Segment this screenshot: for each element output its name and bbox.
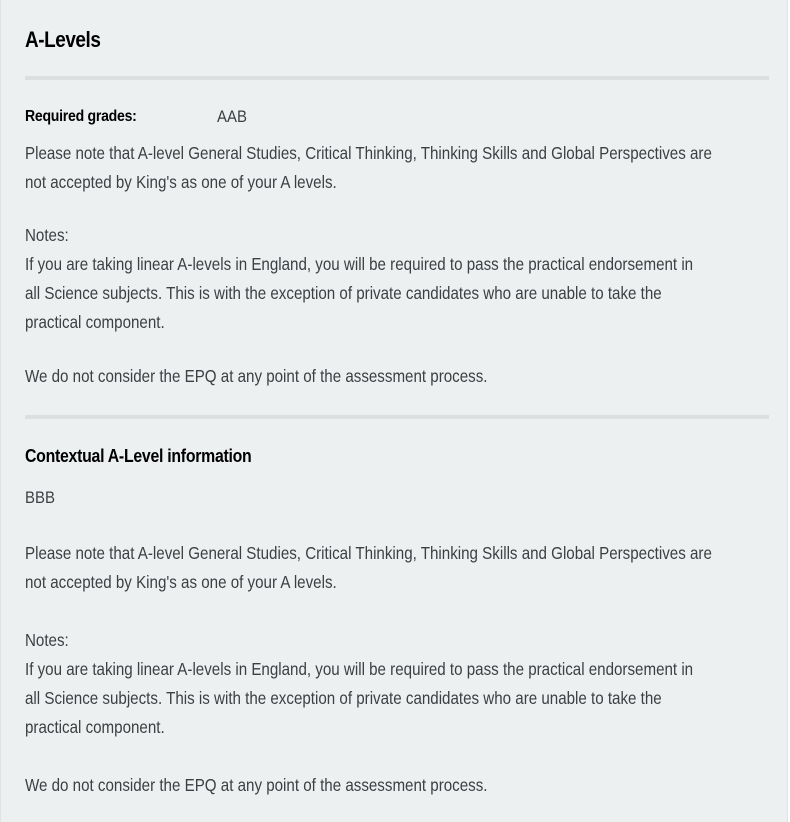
contextual-excluded-subjects-note	[25, 539, 769, 597]
note-line: not accepted by King's as one of your A levels.	[25, 172, 337, 192]
required-grades-label: Required grades:	[25, 108, 137, 125]
excluded-subjects-note	[25, 139, 769, 197]
section-title: A-Levels	[25, 27, 101, 52]
practical-endorsement-notes	[25, 221, 769, 337]
required-grades-row	[25, 105, 767, 129]
contextual-title: Contextual A-Level information	[25, 446, 252, 466]
section-divider	[25, 76, 769, 80]
epq-note: We do not consider the EPQ at any point of the assessment process.	[25, 366, 488, 386]
note-line: Please note that A-level General Studies, Critical Thinking, Thinking Skills and Global Perspectives are	[25, 543, 712, 563]
contextual-epq-note: We do not consider the EPQ at any point of the assessment process.	[25, 775, 488, 795]
notes-line: all Science subjects. This is with the exception of private candidates who are unable to take the	[25, 688, 662, 708]
notes-heading: Notes:	[25, 630, 69, 650]
contextual-divider	[25, 415, 769, 419]
notes-line: If you are taking linear A-levels in England, you will be required to pass the practical endorsement in	[25, 659, 694, 679]
notes-line: practical component.	[25, 312, 165, 332]
note-line: Please note that A-level General Studies, Critical Thinking, Thinking Skills and Global Perspectives are	[25, 143, 712, 163]
notes-line: practical component.	[25, 717, 165, 737]
note-line: not accepted by King's as one of your A levels.	[25, 572, 337, 592]
required-grades-value: AAB	[217, 107, 247, 126]
notes-line: all Science subjects. This is with the exception of private candidates who are unable to take the	[25, 283, 662, 303]
notes-line: If you are taking linear A-levels in England, you will be required to pass the practical endorsement in	[25, 254, 694, 274]
contextual-practical-endorsement-notes	[25, 626, 769, 742]
contextual-grades-value: BBB	[25, 488, 55, 507]
notes-heading: Notes:	[25, 225, 69, 245]
